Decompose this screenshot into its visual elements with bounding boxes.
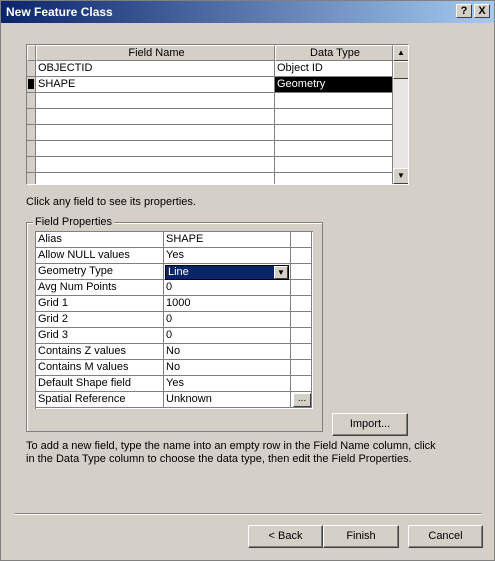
- geometry-type-select[interactable]: [165, 265, 289, 280]
- column-header-data-type[interactable]: Data Type: [275, 45, 393, 61]
- table-row-empty[interactable]: [27, 125, 393, 141]
- property-label: Contains M values: [36, 360, 164, 376]
- allow-null-value[interactable]: Yes: [164, 248, 291, 264]
- spatial-reference-browse-button[interactable]: ...: [293, 393, 311, 407]
- grid-3-value[interactable]: 0: [164, 328, 291, 344]
- hint-text: Click any field to see its properties.: [26, 196, 196, 208]
- property-row[interactable]: [36, 344, 313, 360]
- row-selector[interactable]: [27, 61, 36, 77]
- grid-2-value[interactable]: 0: [164, 312, 291, 328]
- property-row[interactable]: [36, 376, 313, 392]
- property-label: Avg Num Points: [36, 280, 164, 296]
- cancel-button[interactable]: Cancel: [408, 525, 483, 548]
- row-selector-current[interactable]: [27, 77, 36, 93]
- property-label: Grid 1: [36, 296, 164, 312]
- data-type-cell-selected[interactable]: Geometry: [275, 77, 393, 93]
- help-text: To add a new field, type the name into an empty row in the Field Name column, click in the Data Type column to choose the data type, then edit the Field Properties.: [26, 440, 436, 465]
- chevron-down-icon[interactable]: ▼: [274, 266, 288, 279]
- table-row[interactable]: [27, 77, 393, 93]
- property-row[interactable]: [36, 360, 313, 376]
- default-shape-field-value[interactable]: Yes: [164, 376, 291, 392]
- property-row[interactable]: [36, 312, 313, 328]
- table-row-empty[interactable]: [27, 141, 393, 157]
- property-row[interactable]: [36, 392, 313, 408]
- field-name-cell[interactable]: OBJECTID: [36, 61, 275, 77]
- property-label: Contains Z values: [36, 344, 164, 360]
- column-header-field-name[interactable]: Field Name: [36, 45, 275, 61]
- property-label: Grid 3: [36, 328, 164, 344]
- contains-z-value[interactable]: No: [164, 344, 291, 360]
- title-bar: [1, 1, 494, 23]
- scroll-up-arrow-icon[interactable]: ▲: [393, 45, 409, 61]
- back-button[interactable]: < Back: [248, 525, 323, 548]
- separator: [15, 513, 481, 515]
- property-row[interactable]: [36, 248, 313, 264]
- property-label: Default Shape field: [36, 376, 164, 392]
- grid-header-row: [27, 45, 393, 61]
- field-name-cell[interactable]: SHAPE: [36, 77, 275, 93]
- property-row[interactable]: [36, 232, 313, 248]
- property-label: Alias: [36, 232, 164, 248]
- grid-1-value[interactable]: 1000: [164, 296, 291, 312]
- property-label: Spatial Reference: [36, 392, 164, 408]
- close-button[interactable]: X: [474, 4, 490, 18]
- property-label: Allow NULL values: [36, 248, 164, 264]
- header-corner: [27, 45, 36, 61]
- help-button[interactable]: ?: [456, 4, 472, 18]
- table-row-empty[interactable]: [27, 157, 393, 173]
- geometry-type-selected-value: Line: [168, 266, 189, 278]
- property-row[interactable]: [36, 296, 313, 312]
- finish-button[interactable]: Finish: [323, 525, 399, 548]
- property-row[interactable]: [36, 328, 313, 344]
- grid-vertical-scrollbar[interactable]: [393, 45, 409, 184]
- spatial-reference-value[interactable]: Unknown: [164, 392, 291, 408]
- table-row[interactable]: [27, 61, 393, 77]
- avg-num-points-value[interactable]: 0: [164, 280, 291, 296]
- window-title: New Feature Class: [6, 5, 113, 19]
- contains-m-value[interactable]: No: [164, 360, 291, 376]
- scroll-thumb[interactable]: [393, 61, 409, 79]
- scroll-down-arrow-icon[interactable]: ▼: [393, 168, 409, 184]
- field-properties-grid[interactable]: [35, 231, 313, 409]
- field-properties-legend: Field Properties: [35, 216, 113, 228]
- data-type-cell[interactable]: Object ID: [275, 61, 393, 77]
- property-label: Grid 2: [36, 312, 164, 328]
- alias-value[interactable]: SHAPE: [164, 232, 291, 248]
- table-row-empty[interactable]: [27, 109, 393, 125]
- property-row[interactable]: [36, 280, 313, 296]
- fields-grid[interactable]: [26, 44, 409, 185]
- import-button[interactable]: Import...: [332, 413, 408, 436]
- table-row-empty[interactable]: [27, 93, 393, 109]
- property-label: Geometry Type: [36, 264, 164, 280]
- property-row[interactable]: [36, 264, 313, 280]
- table-row-empty[interactable]: [27, 173, 393, 185]
